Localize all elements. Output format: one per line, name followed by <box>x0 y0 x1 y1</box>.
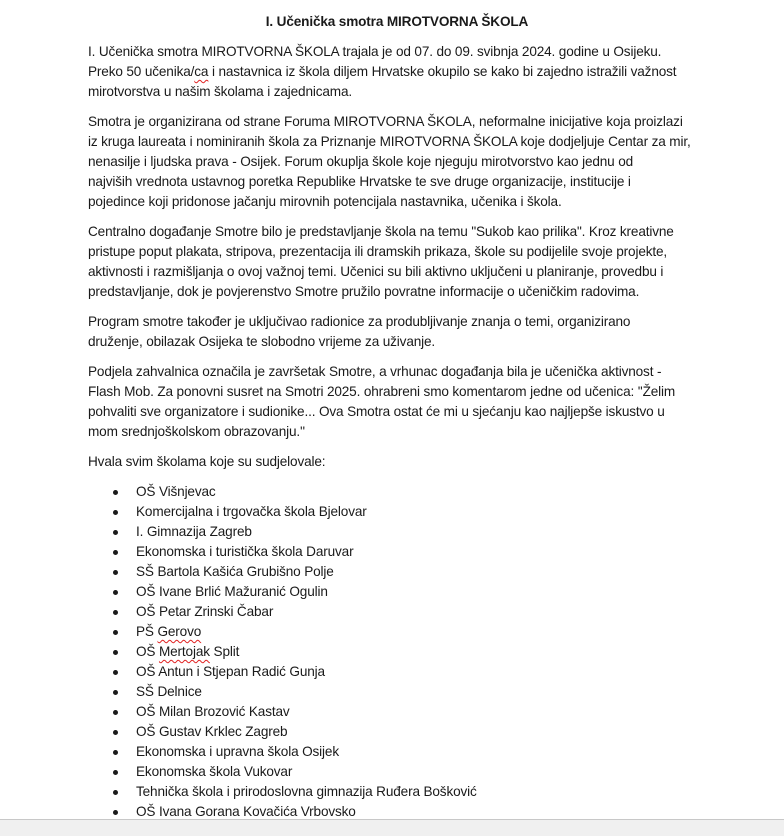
text-line: mom srednjoškolskom obrazovanju.'' <box>88 424 305 439</box>
text-line: najviših vrednota ustavnog poretka Republike Hrvatske te sve druge organizacije, institucije i <box>88 174 631 189</box>
text-line: predstavljanje, dok je povjerenstvo Smotre pružilo povratne informacije o učeničkim radovima. <box>88 284 640 299</box>
school-list-item <box>88 522 706 542</box>
school-list-item <box>88 582 706 602</box>
school-list-item <box>88 602 706 622</box>
school-name-suffix: Split <box>209 644 240 659</box>
thanks-intro: Hvala svim školama koje su sudjelovale: <box>88 454 326 469</box>
text-line: nenasilje i ljudska prava - Osijek. Forum okuplja škole koje njeguju mirotvorstvo kao jednu od <box>88 154 634 169</box>
text-line: mirotvorstva u našim školama i zajednicama. <box>88 84 353 99</box>
school-list-item <box>88 742 706 762</box>
bullet-icon <box>113 750 118 755</box>
paragraph-intro <box>88 42 706 102</box>
school-name: PŠ <box>136 624 158 639</box>
text-line: pristupe poput plakata, stripova, prezentacija ili dramskih prikaza, škole su podijelile svoje projekte, <box>88 244 668 259</box>
text-line: iz kruga laureata i nominiranih škola za Priznanje MIROTVORNA ŠKOLA koje dodjeljuje Centar za mir, <box>88 134 691 149</box>
schools-list <box>88 482 706 819</box>
spellcheck-flagged-word[interactable]: ca <box>194 64 209 79</box>
bullet-icon <box>113 770 118 775</box>
bullet-icon <box>113 490 118 495</box>
text-fragment: i nastavnica iz škola diljem Hrvatske okupilo se kako bi zajedno istražili važnost <box>208 64 677 79</box>
school-list-item <box>88 702 706 722</box>
school-name: Ekonomska i upravna škola Osijek <box>136 744 339 759</box>
document-title: I. Učenička smotra MIROTVORNA ŠKOLA <box>265 14 529 29</box>
text-fragment: Preko 50 učenika/ <box>88 64 195 79</box>
school-name: SŠ Bartola Kašića Grubišno Polje <box>136 564 334 579</box>
school-list-item <box>88 622 706 642</box>
school-list-item <box>88 722 706 742</box>
text-line: Flash Mob. Za ponovni susret na Smotri 2025. ohrabreni smo komentarom jedne od učenica: ''Želim <box>88 384 676 399</box>
paragraph-central-event <box>88 222 706 302</box>
bullet-icon <box>113 710 118 715</box>
school-list-item <box>88 682 706 702</box>
bullet-icon <box>113 550 118 555</box>
school-name: OŠ <box>136 644 159 659</box>
school-name: OŠ Višnjevac <box>136 484 216 499</box>
school-name: OŠ Gustav Krklec Zagreb <box>136 724 288 739</box>
paragraph-organization <box>88 112 706 212</box>
text-line: pohvaliti sve organizatore i sudionike... Ova Smotra ostat će mi u sjećanju kao najljepše iskustvo u <box>88 404 665 419</box>
spellcheck-flagged-word[interactable]: Mertojak <box>158 644 210 659</box>
school-list-item <box>88 762 706 782</box>
school-list-item <box>88 562 706 582</box>
bullet-icon <box>113 530 118 535</box>
document-body[interactable] <box>88 12 706 819</box>
text-line: Program smotre također je uključivao radionice za produbljivanje znanja o temi, organizirano <box>88 314 631 329</box>
spellcheck-flagged-word[interactable]: Gerovo <box>157 624 202 639</box>
school-list-item <box>88 802 706 819</box>
bullet-icon <box>113 790 118 795</box>
school-list-item <box>88 482 706 502</box>
school-name: OŠ Ivana Gorana Kovačića Vrbovsko <box>136 804 356 819</box>
school-name: OŠ Petar Zrinski Čabar <box>136 604 274 619</box>
school-list-item <box>88 502 706 522</box>
bullet-icon <box>113 590 118 595</box>
school-name: Komercijalna i trgovačka škola Bjelovar <box>136 504 367 519</box>
bullet-icon <box>113 610 118 615</box>
school-name: OŠ Ivane Brlić Mažuranić Ogulin <box>136 584 328 599</box>
school-name: SŠ Delnice <box>136 684 202 699</box>
bullet-icon <box>113 630 118 635</box>
bullet-icon <box>113 650 118 655</box>
bullet-icon <box>113 510 118 515</box>
school-name: Tehnička škola i prirodoslovna gimnazija Ruđera Bošković <box>136 784 477 799</box>
bullet-icon <box>113 690 118 695</box>
school-name: I. Gimnazija Zagreb <box>136 524 252 539</box>
text-line: aktivnosti i razmišljanja o ovoj važnoj temi. Učenici su bili aktivno uključeni u planiranje, provedbu i <box>88 264 664 279</box>
text-line: pojedince koji pridonose jačanju mirovnih potencijala nastavnika, učenika i škola. <box>88 194 562 209</box>
status-bar <box>0 819 784 836</box>
school-name: OŠ Antun i Stjepan Radić Gunja <box>136 664 325 679</box>
school-name: Ekonomska škola Vukovar <box>136 764 293 779</box>
paragraph-program <box>88 312 706 352</box>
text-line: Smotra je organizirana od strane Foruma MIROTVORNA ŠKOLA, neformalne inicijative koja proizlazi <box>88 114 683 129</box>
school-name: Ekonomska i turistička škola Daruvar <box>136 544 354 559</box>
school-list-item <box>88 782 706 802</box>
bullet-icon <box>113 670 118 675</box>
school-name: OŠ Milan Brozović Kastav <box>136 704 290 719</box>
school-list-item <box>88 642 706 662</box>
text-line: druženje, obilazak Osijeka te slobodno vrijeme za uživanje. <box>88 334 436 349</box>
school-list-item <box>88 542 706 562</box>
bullet-icon <box>113 570 118 575</box>
text-line: I. Učenička smotra MIROTVORNA ŠKOLA trajala je od 07. do 09. svibnja 2024. godine u Osijeku. <box>88 44 662 59</box>
text-line: Podjela zahvalnica označila je završetak Smotre, a vrhunac događanja bila je učenička aktivnost - <box>88 364 662 379</box>
bullet-icon <box>113 730 118 735</box>
text-line: Centralno događanje Smotre bilo je predstavljanje škola na temu "Sukob kao prilika". Kroz kreativne <box>88 224 674 239</box>
text-line <box>88 62 706 82</box>
school-list-item <box>88 662 706 682</box>
bullet-icon <box>113 810 118 815</box>
paragraph-closing <box>88 362 706 442</box>
